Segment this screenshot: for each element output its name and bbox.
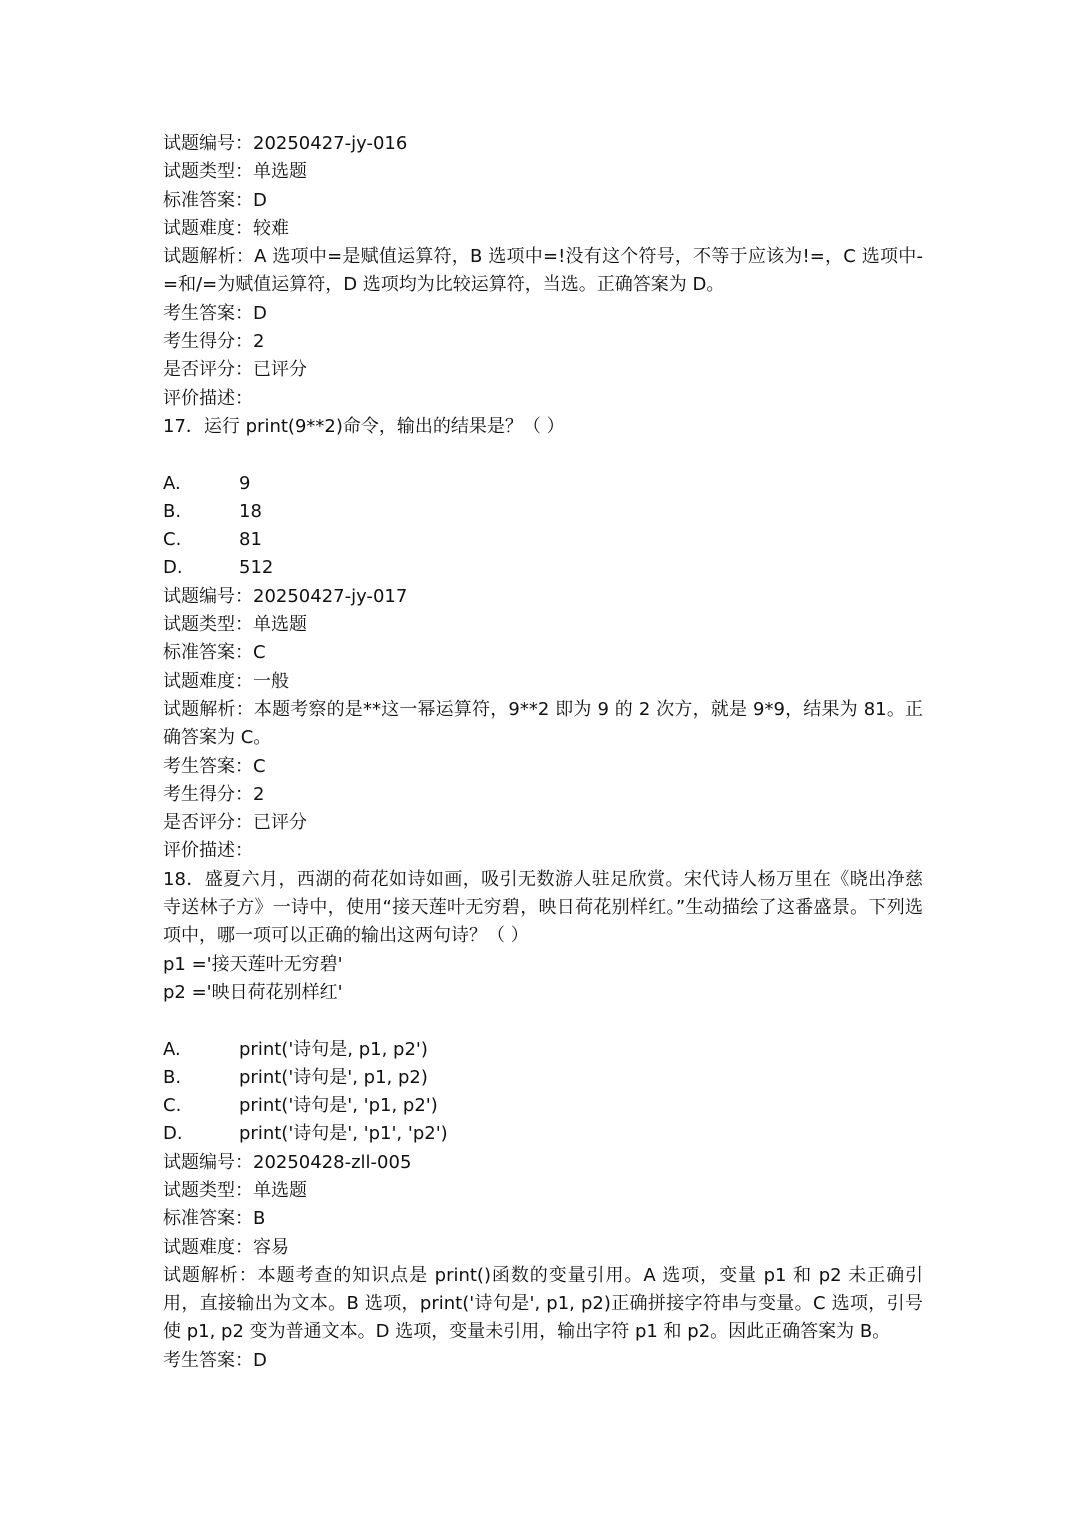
code-line: p2 ='映日荷花别样红'	[163, 981, 343, 1003]
question-difficulty: 试题难度：容易	[163, 1236, 289, 1258]
option-b	[163, 1064, 923, 1092]
student-answer: 考生答案：D	[163, 302, 267, 324]
question-analysis: 试题解析：A 选项中=是赋值运算符，B 选项中=!没有这个符号，不等于应该为!=，C 选项中-=和/=为赋值运算符，D 选项均为比较运算符，当选。正确答案为 D。	[163, 246, 923, 296]
question-type: 试题类型：单选题	[163, 614, 307, 636]
option-letter: A.	[163, 1038, 181, 1060]
option-text: 81	[239, 529, 262, 551]
student-score: 考生得分：2	[163, 783, 265, 805]
option-text: print('诗句是', p1, p2)	[239, 1066, 428, 1088]
option-text: 512	[239, 557, 274, 579]
option-c	[163, 526, 923, 554]
option-text: print('诗句是, p1, p2')	[239, 1038, 428, 1060]
spacer	[163, 441, 923, 469]
standard-answer: 标准答案：D	[163, 189, 267, 211]
code-line: p1 ='接天莲叶无穷碧'	[163, 953, 343, 975]
question-analysis: 试题解析：本题考查的知识点是 print()函数的变量引用。A 选项，变量 p1 和 p2 未正确引用，直接输出为文本。B 选项，print('诗句是', p1, p2)正确拼接字符串与变量。C 选项，引号使 p1, p2 变为普通文本。D 选项，变量未引用，输出字符 p1 和 p2。因此正确答案为 B。	[163, 1264, 923, 1343]
question-stem: 18．盛夏六月，西湖的荷花如诗如画，吸引无数游人驻足欣赏。宋代诗人杨万里在《晓出净慈寺送林子方》一诗中，使用“接天莲叶无穷碧，映日荷花别样红。”生动描绘了这番盛景。下列选项中，哪一项可以正确的输出这两句诗？（ ）	[163, 868, 923, 947]
question-id: 试题编号：20250428-zll-005	[163, 1151, 412, 1173]
evaluation-comment: 评价描述：	[163, 387, 253, 409]
option-letter: A.	[163, 472, 181, 494]
option-letter: B.	[163, 1066, 182, 1088]
option-d	[163, 1120, 923, 1148]
option-letter: D.	[163, 557, 183, 579]
question-id: 试题编号：20250427-jy-017	[163, 585, 408, 607]
grading-status: 是否评分：已评分	[163, 812, 307, 834]
question-analysis: 试题解析：本题考察的是**这一幂运算符，9**2 即为 9 的 2 次方，就是 9*9，结果为 81。正确答案为 C。	[163, 698, 923, 749]
question-difficulty: 试题难度：一般	[163, 670, 289, 692]
option-a	[163, 1036, 923, 1064]
option-text: 9	[239, 472, 251, 494]
question-stem: 17．运行 print(9**2)命令，输出的结果是？（ ）	[163, 415, 565, 437]
grading-status: 是否评分：已评分	[163, 359, 307, 381]
evaluation-comment: 评价描述：	[163, 840, 253, 862]
option-text: print('诗句是', 'p1, p2')	[239, 1095, 438, 1117]
question-id: 试题编号：20250427-jy-016	[163, 133, 408, 154]
option-text: 18	[239, 500, 262, 522]
question-difficulty: 试题难度：较难	[163, 217, 289, 239]
exam-record-page	[163, 130, 923, 1375]
option-letter: C.	[163, 1095, 182, 1117]
option-a	[163, 470, 923, 498]
option-b	[163, 498, 923, 526]
option-text: print('诗句是', 'p1', 'p2')	[239, 1123, 448, 1145]
student-answer: 考生答案：C	[163, 755, 266, 777]
student-answer: 考生答案：D	[163, 1349, 267, 1371]
option-letter: D.	[163, 1123, 183, 1145]
student-score: 考生得分：2	[163, 331, 265, 353]
question-type: 试题类型：单选题	[163, 1179, 307, 1201]
option-c	[163, 1092, 923, 1120]
standard-answer: 标准答案：C	[163, 642, 266, 664]
option-d	[163, 554, 923, 582]
standard-answer: 标准答案：B	[163, 1208, 266, 1230]
option-letter: B.	[163, 500, 182, 522]
spacer	[163, 1007, 923, 1035]
option-letter: C.	[163, 529, 182, 551]
question-type: 试题类型：单选题	[163, 161, 307, 183]
